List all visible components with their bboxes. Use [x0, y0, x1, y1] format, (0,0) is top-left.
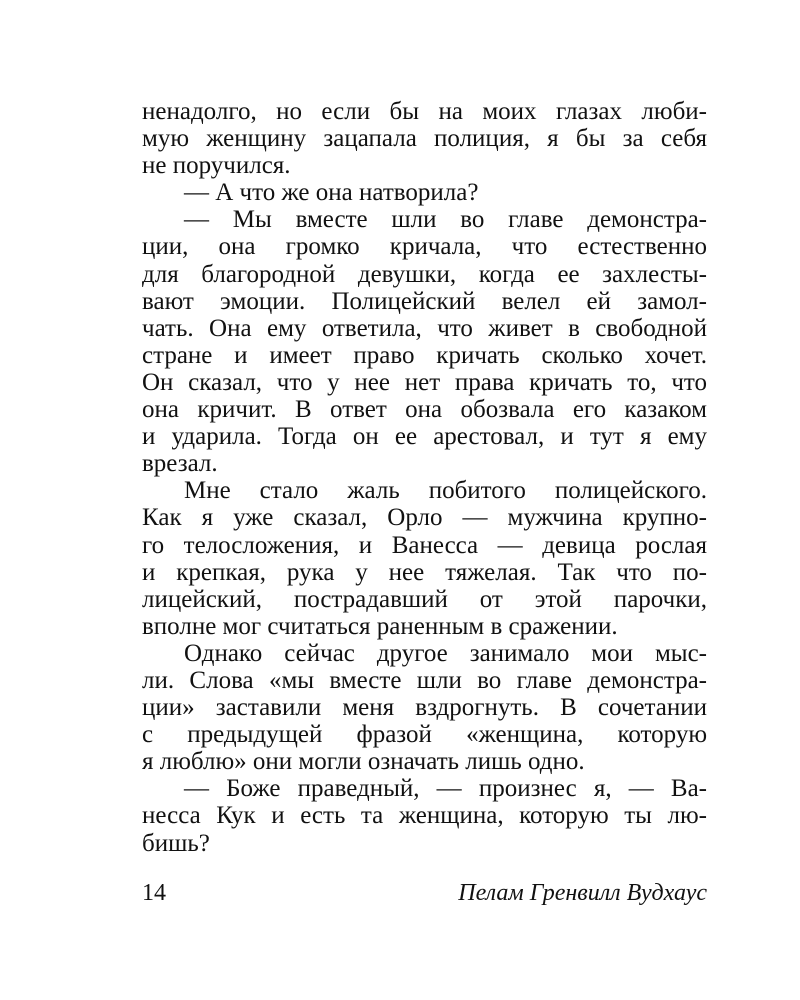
text-line: — А что же она натворила? — [184, 179, 479, 207]
text-line: с предыдущей фразой «женщина, которую — [142, 721, 707, 749]
text-line: Однако сейчас другое занимало мои мыс- — [184, 639, 707, 667]
text-line: и ударила. Тогда он ее арестовал, и тут я ему — [142, 423, 707, 451]
text-line: ции, она громко кричала, что естественно — [142, 233, 707, 261]
text-line: для благородной девушки, когда ее захлесты- — [142, 260, 707, 288]
text-line: лицейский, пострадавший от этой парочки, — [142, 585, 707, 613]
text-line: Он сказал, что у нее нет права кричать то, что — [142, 368, 707, 396]
text-line: бишь? — [142, 829, 210, 857]
text-line: она кричит. В ответ она обозвала его казаком — [142, 396, 707, 424]
text-line: врезал. — [142, 450, 218, 478]
text-line: ненадолго, но если бы на моих глазах люби- — [142, 98, 707, 125]
running-author: Пелам Гренвилл Вудхаус — [458, 880, 707, 906]
text-line: — Боже праведный, — произнес я, — Ва- — [184, 775, 707, 803]
text-line: ли. Слова «мы вместе шли во главе демонстра- — [142, 666, 707, 694]
text-line: го телосложения, и Ванесса — девица рослая — [142, 531, 707, 559]
text-line: Мне стало жаль побитого полицейского. — [184, 477, 707, 505]
text-line: и крепкая, рука у нее тяжелая. Так что по- — [142, 558, 707, 586]
text-line: мую женщину зацапала полиция, я бы за себя — [142, 125, 707, 153]
page-body — [142, 98, 707, 857]
text-line: не поручился. — [142, 152, 291, 180]
text-line: — Мы вместе шли во главе демонстра- — [184, 206, 707, 234]
page-number: 14 — [142, 880, 166, 906]
text-line: несса Кук и есть та женщина, которую ты лю- — [142, 802, 707, 830]
text-line: ции» заставили меня вздрогнуть. В сочетании — [142, 694, 707, 722]
text-line: вают эмоции. Полицейский велел ей замол- — [142, 287, 707, 315]
text-line: чать. Она ему ответила, что живет в свободной — [142, 314, 707, 342]
text-line: вполне мог считаться раненным в сражении. — [142, 612, 618, 640]
text-line: Как я уже сказал, Орло — мужчина крупно- — [142, 504, 707, 532]
text-line: стране и имеет право кричать сколько хочет. — [142, 341, 707, 369]
text-line: я люблю» они могли означать лишь одно. — [142, 748, 585, 776]
